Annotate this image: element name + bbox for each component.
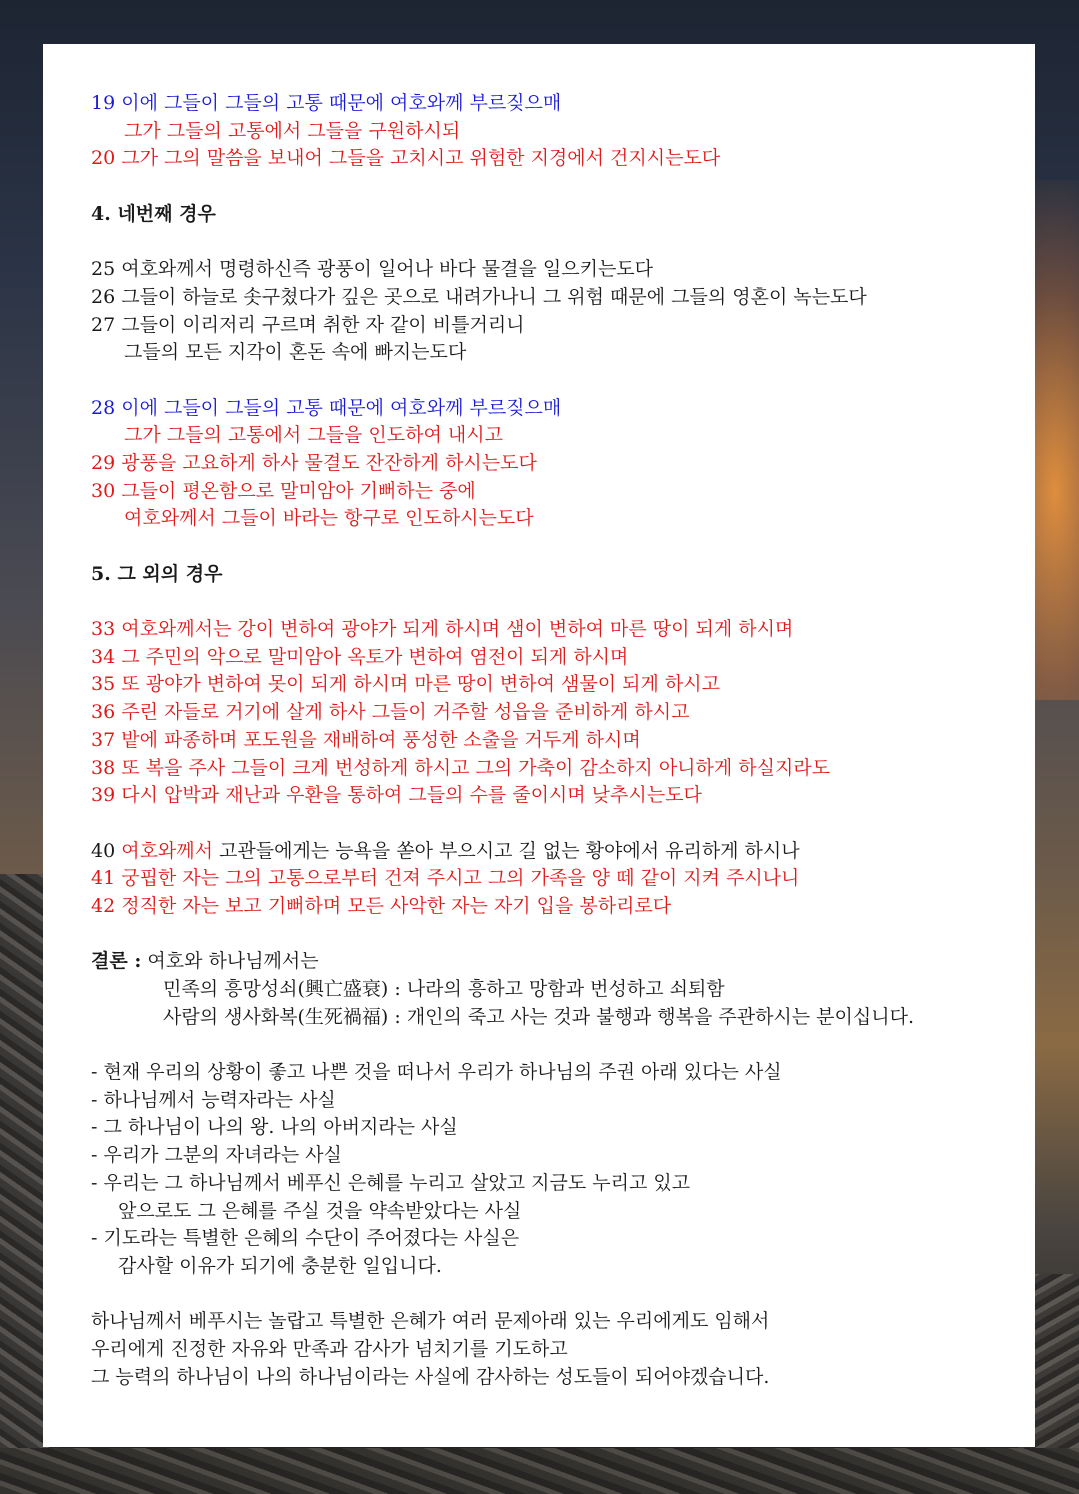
document-page bbox=[43, 44, 1035, 1447]
bullet-6: - 기도라는 특별한 은혜의 수단이 주어졌다는 사실은 bbox=[91, 1227, 520, 1250]
verse-41: 41 궁핍한 자는 그의 고통으로부터 건져 주시고 그의 가족을 양 떼 같이 지켜 주시나니 bbox=[91, 867, 800, 890]
closing-line-1: 하나님께서 베푸시는 놀랍고 특별한 은혜가 여러 문제아래 있는 우리에게도 임해서 bbox=[91, 1310, 770, 1333]
verse-30: 30 그들이 평온함으로 말미암아 기뻐하는 중에 bbox=[91, 479, 476, 502]
verse-36: 36 주린 자들로 거기에 살게 하사 그들이 거주할 성읍을 준비하게 하시고 bbox=[91, 701, 690, 724]
bullet-6-cont: 감사할 이유가 되기에 충분한 일입니다. bbox=[118, 1254, 442, 1277]
bullet-2: - 하나님께서 능력자라는 사실 bbox=[91, 1088, 336, 1111]
conclusion-line-1 bbox=[91, 948, 1021, 976]
verse-37: 37 밭에 파종하며 포도원을 재배하여 풍성한 소출을 거두게 하시며 bbox=[91, 728, 641, 751]
verse-25: 25 여호와께서 명령하신즉 광풍이 일어나 바다 물결을 일으키는도다 bbox=[91, 258, 654, 281]
verse-40 bbox=[91, 838, 1021, 866]
verse-19: 19 이에 그들이 그들의 고통 때문에 여호와께 부르짖으매 bbox=[91, 92, 562, 114]
document-body bbox=[91, 90, 1021, 1391]
bullet-4: - 우리가 그분의 자녀라는 사실 bbox=[91, 1144, 342, 1167]
verse-34: 34 그 주민의 악으로 말미암아 옥토가 변하여 염전이 되게 하시며 bbox=[91, 645, 629, 668]
conclusion-line-3: 사람의 생사화복(生死禍福) : 개인의 죽고 사는 것과 불행과 행복을 주관하시는 분이십니다. bbox=[163, 1005, 914, 1028]
verse-40-rest: 고관들에게는 능욕을 쏟아 부으시고 길 없는 황야에서 유리하게 하시나 bbox=[213, 839, 800, 862]
conclusion-line-2: 민족의 흥망성쇠(興亡盛衰) : 나라의 흥하고 망함과 번성하고 쇠퇴함 bbox=[163, 978, 725, 1000]
verse-38: 38 또 복을 주사 그들이 크게 번성하게 하시고 그의 가축이 감소하지 아니하게 하실지라도 bbox=[91, 756, 831, 779]
verse-27-cont: 그들의 모든 지각이 혼돈 속에 빠지는도다 bbox=[124, 341, 467, 364]
rock-background-bottom bbox=[0, 1448, 1079, 1494]
verse-33: 33 여호와께서는 강이 변하여 광야가 되게 하시며 샘이 변하여 마른 땅이 되게 하시며 bbox=[91, 618, 794, 641]
conclusion-label: 결론 : bbox=[91, 950, 142, 973]
closing-line-3: 그 능력의 하나님이 나의 하나님이라는 사실에 감사하는 성도들이 되어야겠습니다. bbox=[91, 1365, 770, 1388]
verse-29: 29 광풍을 고요하게 하사 물결도 잔잔하게 하시는도다 bbox=[91, 451, 537, 474]
verse-40-number: 40 bbox=[91, 839, 122, 862]
verse-19-cont: 그가 그들의 고통에서 그들을 구원하시되 bbox=[124, 119, 461, 142]
bullet-1: - 현재 우리의 상황이 좋고 나쁜 것을 떠나서 우리가 하나님의 주권 아래 있다는 사실 bbox=[91, 1061, 782, 1084]
verse-28: 28 이에 그들이 그들의 고통 때문에 여호와께 부르짖으매 bbox=[91, 396, 562, 419]
verse-40-highlight: 여호와께서 bbox=[121, 839, 213, 862]
bullet-3: - 그 하나님이 나의 왕. 나의 아버지라는 사실 bbox=[91, 1116, 458, 1139]
verse-39: 39 다시 압박과 재난과 우환을 통하여 그들의 수를 줄이시며 낮추시는도다 bbox=[91, 784, 702, 807]
section-heading-5: 5. 그 외의 경우 bbox=[91, 562, 223, 585]
verse-35: 35 또 광야가 변하여 못이 되게 하시며 마른 땅이 변하여 샘물이 되게 하시고 bbox=[91, 673, 720, 696]
bullet-5-cont: 앞으로도 그 은혜를 주실 것을 약속받았다는 사실 bbox=[118, 1199, 522, 1222]
verse-20: 20 그가 그의 말씀을 보내어 그들을 고치시고 위험한 지경에서 건지시는도다 bbox=[91, 147, 721, 170]
closing-line-2: 우리에게 진정한 자유와 만족과 감사가 넘치기를 기도하고 bbox=[91, 1337, 568, 1360]
verse-30-cont: 여호와께서 그들이 바라는 항구로 인도하시는도다 bbox=[124, 507, 534, 530]
section-heading-4: 4. 네번째 경우 bbox=[91, 202, 216, 225]
verse-42: 42 정직한 자는 보고 기뻐하며 모든 사악한 자는 자기 입을 봉하리로다 bbox=[91, 894, 672, 917]
conclusion-intro: 여호와 하나님께서는 bbox=[141, 950, 319, 973]
verse-28-cont: 그가 그들의 고통에서 그들을 인도하여 내시고 bbox=[124, 424, 503, 447]
bullet-5: - 우리는 그 하나님께서 베푸신 은혜를 누리고 살았고 지금도 누리고 있고 bbox=[91, 1171, 691, 1194]
verse-27: 27 그들이 이리저리 구르며 취한 자 같이 비틀거리니 bbox=[91, 313, 525, 336]
verse-26: 26 그들이 하늘로 솟구쳤다가 깊은 곳으로 내려가나니 그 위험 때문에 그들의 영혼이 녹는도다 bbox=[91, 285, 867, 308]
